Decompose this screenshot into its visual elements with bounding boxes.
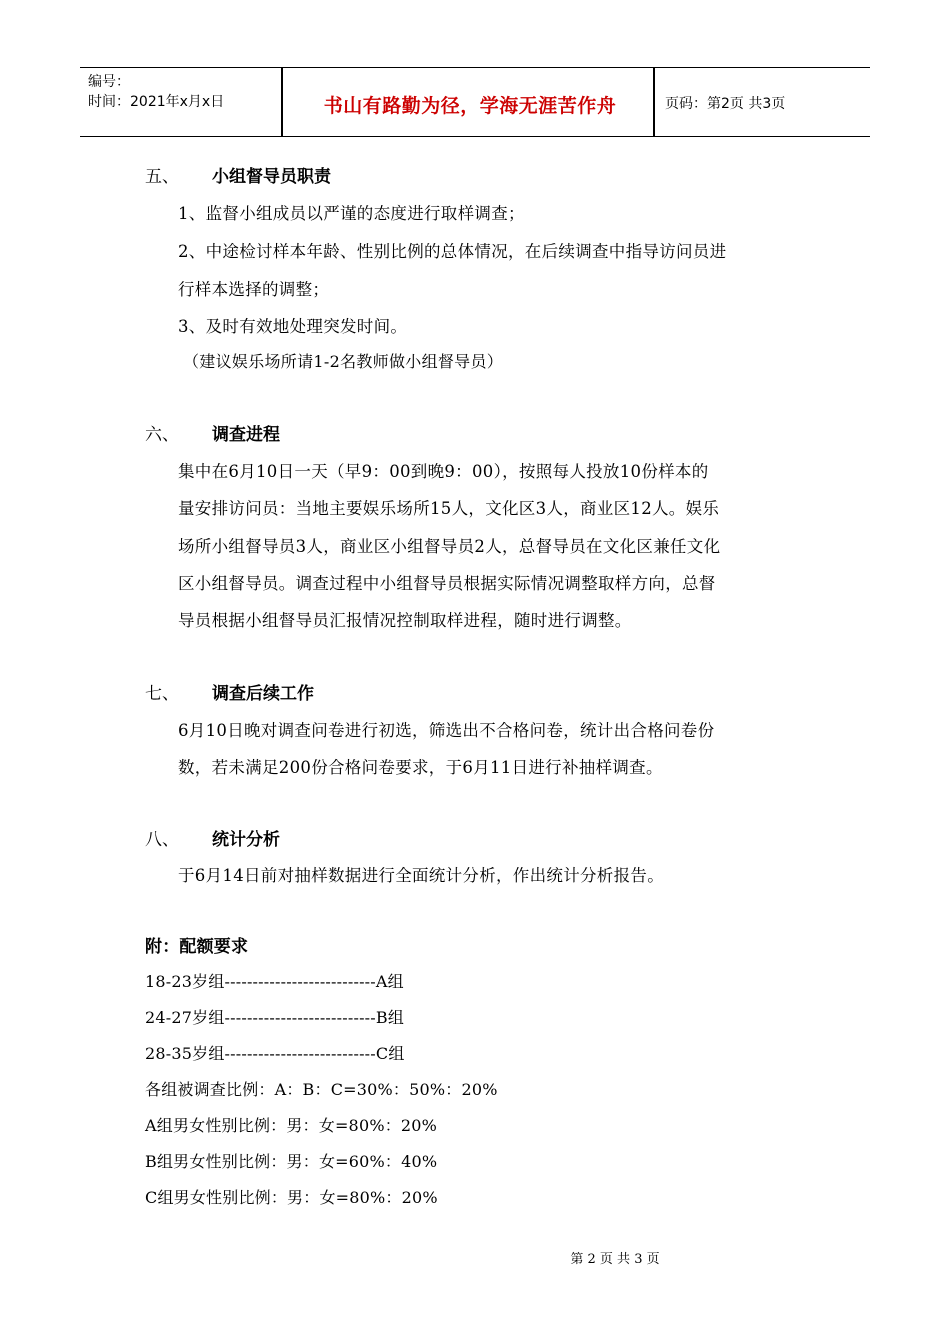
- section-heading: [145, 679, 314, 704]
- paragraph-line: 行样本选择的调整；: [178, 280, 330, 299]
- section-title: 统计分析: [212, 830, 280, 850]
- paragraph-line: 场所小组督导员3人，商业区小组督导员2人，总督导员在文化区兼任文化: [178, 537, 721, 556]
- quota-line: B组男女性别比例：男：女=60%：40%: [145, 1152, 438, 1171]
- section-number: 六、: [145, 425, 179, 445]
- section-number: 五、: [145, 167, 179, 187]
- appendix-title: 附：配额要求: [145, 937, 249, 957]
- header-divider: [281, 68, 283, 136]
- quota-line: C组男女性别比例：男：女=80%：20%: [145, 1188, 438, 1207]
- paragraph-line: 导员根据小组督导员汇报情况控制取样进程，随时进行调整。: [178, 611, 632, 630]
- time-label: 时间：2021年x月x日: [88, 94, 225, 110]
- page-header: [80, 67, 870, 137]
- section-number: 七、: [145, 684, 179, 704]
- paragraph-line: 2、中途检讨样本年龄、性别比例的总体情况，在后续调查中指导访问员进: [178, 242, 727, 261]
- section-heading: [145, 420, 280, 445]
- section-heading: [145, 162, 331, 187]
- section-title: 调查后续工作: [212, 684, 314, 704]
- header-divider: [653, 68, 655, 136]
- paragraph-note: （建议娱乐场所请1-2名教师做小组督导员）: [183, 352, 504, 371]
- section-title: 调查进程: [212, 425, 280, 445]
- paragraph-line: 于6月14日前对抽样数据进行全面统计分析，作出统计分析报告。: [178, 866, 664, 885]
- paragraph-line: 6月10日晚对调查问卷进行初选，筛选出不合格问卷，统计出合格问卷份: [178, 721, 715, 740]
- quota-line: 18-23岁组---------------------------A组: [145, 972, 404, 991]
- header-page-label: 页码：第2页 共3页: [665, 96, 786, 112]
- paragraph-line: 量安排访问员：当地主要娱乐场所15人，文化区3人，商业区12人。娱乐: [178, 499, 720, 518]
- paragraph-line: 3、及时有效地处理突发时间。: [178, 317, 408, 336]
- section-heading: [145, 825, 280, 850]
- header-motto: 书山有路勤为径，学海无涯苦作舟: [323, 95, 617, 117]
- quota-line: 各组被调查比例：A：B：C=30%：50%：20%: [145, 1080, 498, 1099]
- page-footer: 第 2 页 共 3 页: [570, 1252, 660, 1267]
- paragraph-line: 1、监督小组成员以严谨的态度进行取样调查；: [178, 204, 525, 223]
- section-number: 八、: [145, 830, 179, 850]
- header-left-cell: [88, 72, 224, 112]
- quota-line: A组男女性别比例：男：女=80%：20%: [145, 1116, 438, 1135]
- paragraph-line: 数，若未满足200份合格问卷要求，于6月11日进行补抽样调查。: [178, 758, 663, 777]
- quota-line: 24-27岁组---------------------------B组: [145, 1008, 405, 1027]
- quota-line: 28-35岁组---------------------------C组: [145, 1044, 405, 1063]
- serial-label: 编号：: [88, 74, 130, 90]
- paragraph-line: 区小组督导员。调查过程中小组督导员根据实际情况调整取样方向，总督: [178, 574, 716, 593]
- section-title: 小组督导员职责: [212, 167, 331, 187]
- paragraph-line: 集中在6月10日一天（早9：00到晚9：00），按照每人投放10份样本的: [178, 462, 709, 481]
